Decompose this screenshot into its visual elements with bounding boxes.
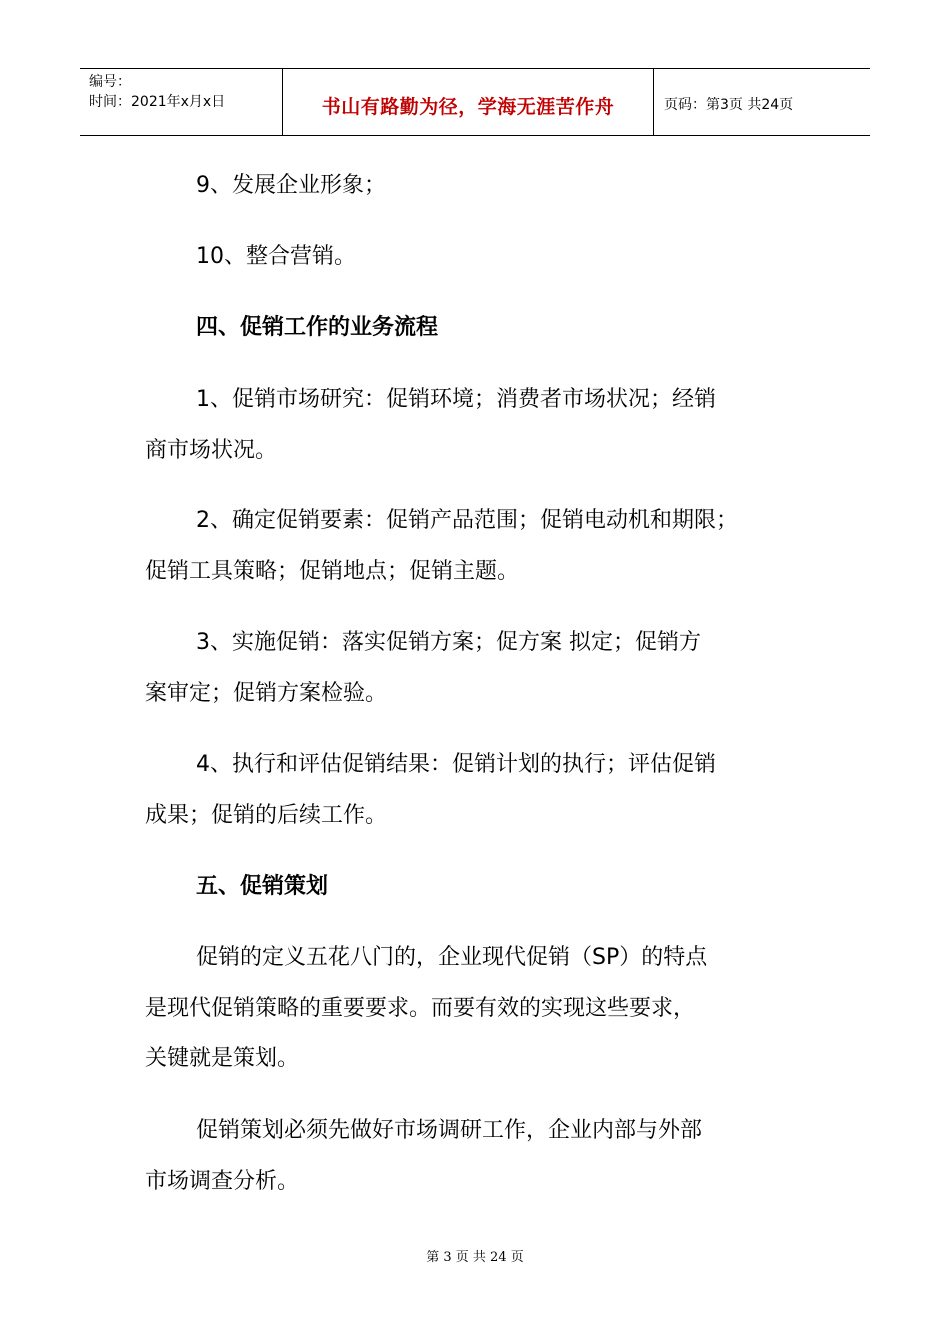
header-info-cell <box>80 69 282 135</box>
paragraph-3-line-2: 案审定；促销方案检验。 <box>145 681 388 706</box>
paragraph-5-line-1: 促销的定义五花八门的，企业现代促销（SP）的特点 <box>196 945 708 970</box>
paragraph-2-line-1: 2、确定促销要素：促销产品范围；促销电动机和期限； <box>196 508 738 533</box>
paragraph-5-line-2: 是现代促销策略的重要要求。而要有效的实现这些要求， <box>145 996 696 1021</box>
paragraph-3-line-1: 3、实施促销：落实促销方案；促方案 拟定；促销方 <box>196 630 701 655</box>
paragraph-1-line-2: 商市场状况。 <box>145 438 278 463</box>
header-motto-cell <box>282 69 654 135</box>
paragraph-5-line-3: 关键就是策划。 <box>145 1046 300 1071</box>
paragraph-4-line-2: 成果；促销的后续工作。 <box>145 803 388 828</box>
document-time-label: 时间：2021年x月x日 <box>89 94 226 110</box>
document-number-label: 编号： <box>89 74 131 90</box>
paragraph-4-line-1: 4、执行和评估促销结果：促销计划的执行；评估促销 <box>196 752 716 777</box>
paragraph-6-line-1: 促销策划必须先做好市场调研工作，企业内部与外部 <box>196 1118 703 1143</box>
paragraph-1-line-1: 1、促销市场研究：促销环境；消费者市场状况；经销 <box>196 387 716 412</box>
page-footer-number: 第 3 页 共 24 页 <box>426 1250 524 1265</box>
header-motto: 书山有路勤为径，学海无涯苦作舟 <box>321 95 615 118</box>
section-heading-5: 五、促销策划 <box>196 874 329 899</box>
header-page-cell <box>654 69 870 135</box>
paragraph-6-line-2: 市场调查分析。 <box>145 1169 300 1194</box>
document-header <box>80 68 870 136</box>
header-page-label: 页码：第3页 共24页 <box>664 97 794 113</box>
paragraph-2-line-2: 促销工具策略；促销地点；促销主题。 <box>145 559 520 584</box>
section-heading-4: 四、促销工作的业务流程 <box>196 315 439 340</box>
list-item-10: 10、整合营销。 <box>196 244 356 269</box>
list-item-9: 9、发展企业形象； <box>196 173 386 198</box>
